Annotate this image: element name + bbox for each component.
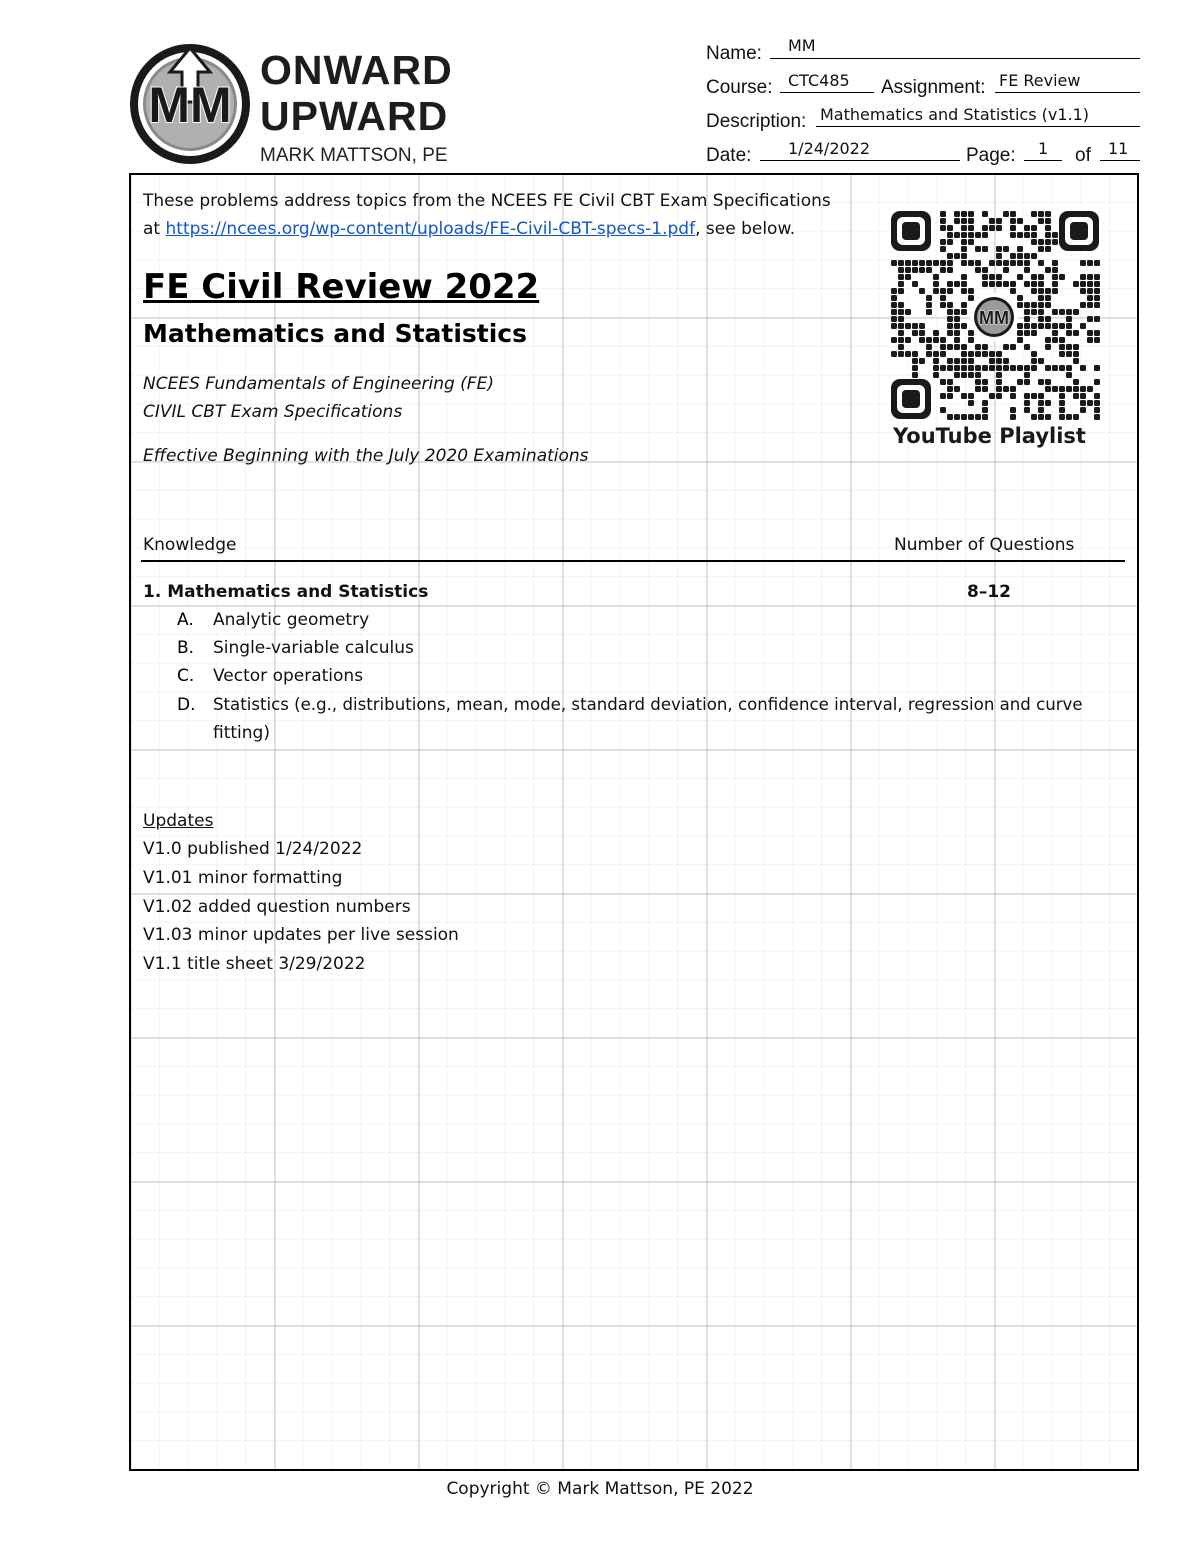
item-a-text: Analytic geometry <box>213 610 370 630</box>
brand-author: MARK MATTSON, PE <box>260 145 448 166</box>
update-line: V1.01 minor formatting <box>143 868 343 888</box>
brand-onward: ONWARD <box>260 47 453 93</box>
col-questions: Number of Questions <box>894 535 1075 555</box>
qr-logo-letters: MM <box>979 308 1009 328</box>
course-underline <box>780 92 874 93</box>
item-a-letter: A. <box>177 610 194 630</box>
course-value: CTC485 <box>788 71 850 90</box>
date-underline <box>760 160 960 161</box>
item-d-text: Statistics (e.g., distributions, mean, mode, standard deviation, confidence interval, regression and curve <box>213 695 1083 714</box>
description-label: Description: <box>706 111 807 132</box>
page-value: 1 <box>1038 139 1049 158</box>
brand-upward: UPWARD <box>260 93 449 139</box>
spec-line-1: NCEES Fundamentals of Engineering (FE) <box>143 374 494 394</box>
course-label: Course: <box>706 77 773 98</box>
worksheet-box <box>129 173 1139 1471</box>
specs-link[interactable]: https://ncees.org/wp-content/uploads/FE-Civil-CBT-specs-1.pdf <box>165 219 696 239</box>
spec-line-2: CIVIL CBT Exam Specifications <box>143 402 403 422</box>
col-knowledge: Knowledge <box>143 535 237 555</box>
description-underline <box>816 126 1140 127</box>
name-value: MM <box>788 36 816 55</box>
spec-effective: Effective Beginning with the July 2020 Examinations <box>143 446 589 466</box>
update-line: V1.03 minor updates per live session <box>143 925 459 945</box>
page-label: Page: <box>966 145 1016 166</box>
copyright-footer: Copyright © Mark Mattson, PE 2022 <box>446 1479 754 1499</box>
youtube-playlist-caption: YouTube Playlist <box>893 424 1086 448</box>
page-underline <box>1024 160 1062 161</box>
section-count: 8–12 <box>967 582 1011 602</box>
table-rule <box>141 560 1125 562</box>
name-underline <box>770 58 1140 59</box>
of-value: 11 <box>1108 139 1129 158</box>
section-title: 1. Mathematics and Statistics <box>143 582 429 602</box>
of-label: of <box>1075 145 1091 166</box>
date-value: 1/24/2022 <box>788 139 871 158</box>
item-d-text-cont: fitting) <box>213 723 270 743</box>
assignment-label: Assignment: <box>881 77 986 98</box>
item-b-letter: B. <box>177 638 195 658</box>
update-line: V1.02 added question numbers <box>143 897 411 917</box>
intro-line-2: at https://ncees.org/wp-content/uploads/FE-Civil-CBT-specs-1.pdf, see below. <box>143 219 796 239</box>
page-subtitle: Mathematics and Statistics <box>143 319 528 348</box>
item-b-text: Single-variable calculus <box>213 638 414 658</box>
logo-letters: MM <box>148 77 232 133</box>
assignment-underline <box>995 92 1140 93</box>
update-line: V1.0 published 1/24/2022 <box>143 839 363 859</box>
qr-code-icon[interactable] <box>889 209 1101 421</box>
update-line: V1.1 title sheet 3/29/2022 <box>143 954 366 974</box>
assignment-value: FE Review <box>999 71 1081 90</box>
page-title: FE Civil Review 2022 <box>143 267 540 307</box>
name-label: Name: <box>706 43 762 64</box>
item-d-letter: D. <box>177 695 196 715</box>
item-c-text: Vector operations <box>213 666 364 686</box>
date-label: Date: <box>706 145 752 166</box>
item-c-letter: C. <box>177 666 195 686</box>
mm-logo <box>128 42 252 166</box>
updates-heading: Updates <box>143 811 214 831</box>
intro-line-1: These problems address topics from the NCEES FE Civil CBT Exam Specifications <box>143 191 831 211</box>
description-value: Mathematics and Statistics (v1.1) <box>820 105 1090 124</box>
of-underline <box>1100 160 1140 161</box>
